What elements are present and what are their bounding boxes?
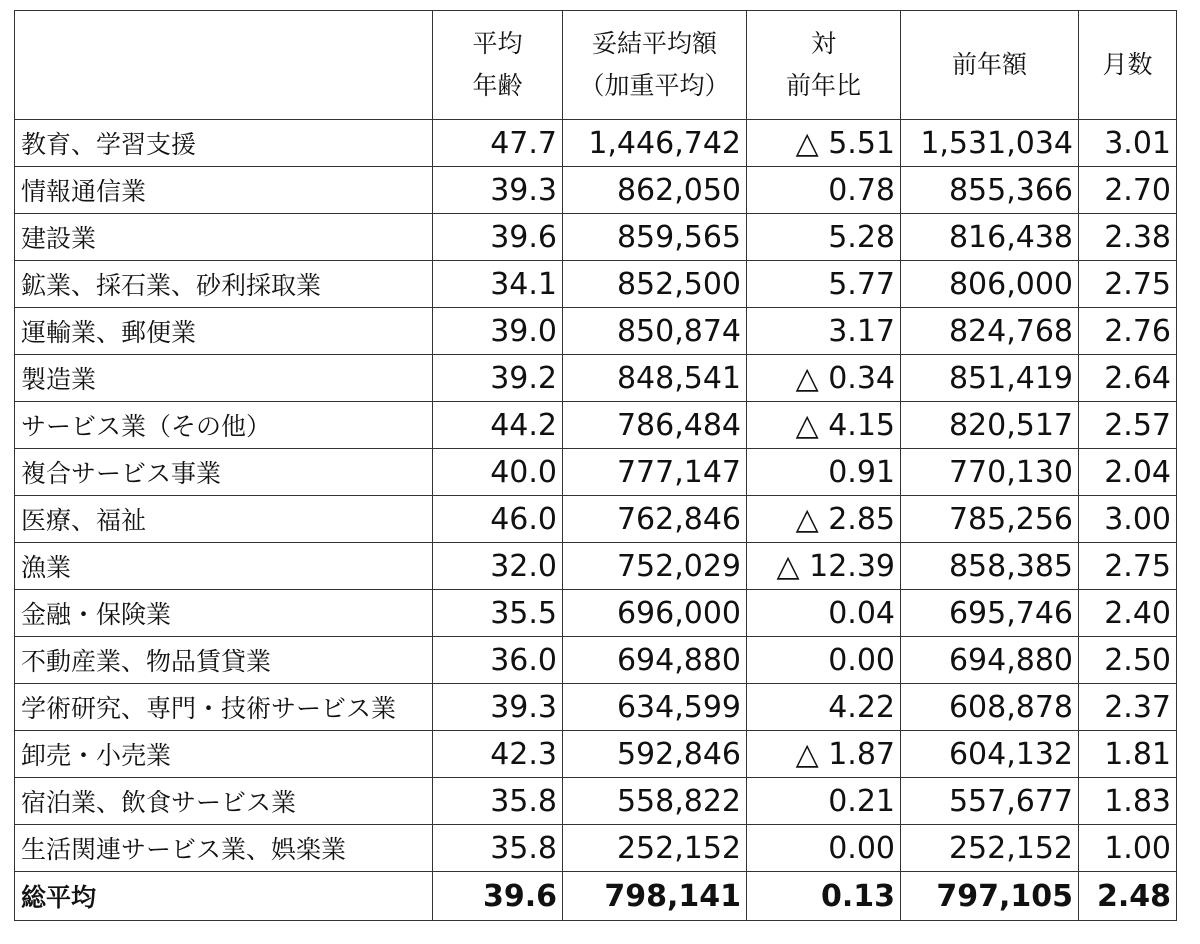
cell-yoy-change: 0.00: [747, 825, 901, 872]
cell-months: 3.00: [1079, 496, 1177, 543]
cell-average-age: 36.0: [433, 637, 563, 684]
cell-yoy-change: 5.28: [747, 214, 901, 261]
header-yoy-change: 対 前年比: [747, 11, 901, 120]
cell-previous-year: 770,130: [901, 449, 1079, 496]
cell-yoy-change: 5.77: [747, 261, 901, 308]
cell-previous-year: 797,105: [901, 872, 1079, 921]
cell-yoy-change: △ 4.15: [747, 402, 901, 449]
cell-industry: 建設業: [15, 214, 433, 261]
cell-industry: 情報通信業: [15, 167, 433, 214]
cell-months: 1.00: [1079, 825, 1177, 872]
cell-settled-average: 850,874: [563, 308, 747, 355]
cell-previous-year: 820,517: [901, 402, 1079, 449]
header-settled-average: 妥結平均額 （加重平均）: [563, 11, 747, 120]
table-row: [15, 825, 1177, 872]
cell-months: 3.01: [1079, 120, 1177, 167]
total-row: [15, 872, 1177, 921]
cell-settled-average: 762,846: [563, 496, 747, 543]
cell-months: 2.75: [1079, 543, 1177, 590]
cell-previous-year: 694,880: [901, 637, 1079, 684]
cell-industry: サービス業（その他）: [15, 402, 433, 449]
cell-settled-average: 592,846: [563, 731, 747, 778]
cell-settled-average: 852,500: [563, 261, 747, 308]
table-row: [15, 120, 1177, 167]
cell-average-age: 39.6: [433, 872, 563, 921]
cell-settled-average: 634,599: [563, 684, 747, 731]
cell-industry: 運輸業、郵便業: [15, 308, 433, 355]
table-body: [15, 120, 1177, 921]
cell-previous-year: 557,677: [901, 778, 1079, 825]
cell-settled-average: 786,484: [563, 402, 747, 449]
table-row: [15, 402, 1177, 449]
cell-previous-year: 816,438: [901, 214, 1079, 261]
cell-settled-average: 752,029: [563, 543, 747, 590]
cell-yoy-change: 0.13: [747, 872, 901, 921]
cell-average-age: 34.1: [433, 261, 563, 308]
cell-industry: 生活関連サービス業、娯楽業: [15, 825, 433, 872]
cell-industry: 漁業: [15, 543, 433, 590]
cell-average-age: 32.0: [433, 543, 563, 590]
cell-months: 1.83: [1079, 778, 1177, 825]
cell-previous-year: 1,531,034: [901, 120, 1079, 167]
cell-industry: 複合サービス事業: [15, 449, 433, 496]
cell-average-age: 35.8: [433, 778, 563, 825]
cell-average-age: 39.3: [433, 684, 563, 731]
cell-average-age: 35.8: [433, 825, 563, 872]
cell-previous-year: 252,152: [901, 825, 1079, 872]
cell-yoy-change: △ 0.34: [747, 355, 901, 402]
cell-previous-year: 824,768: [901, 308, 1079, 355]
header-previous-year: 前年額: [901, 11, 1079, 120]
table-row: [15, 167, 1177, 214]
cell-industry: 卸売・小売業: [15, 731, 433, 778]
header-months: 月数: [1079, 11, 1177, 120]
cell-average-age: 39.2: [433, 355, 563, 402]
cell-average-age: 47.7: [433, 120, 563, 167]
cell-months: 2.38: [1079, 214, 1177, 261]
cell-previous-year: 608,878: [901, 684, 1079, 731]
cell-months: 2.75: [1079, 261, 1177, 308]
cell-months: 2.40: [1079, 590, 1177, 637]
cell-settled-average: 558,822: [563, 778, 747, 825]
cell-previous-year: 806,000: [901, 261, 1079, 308]
cell-settled-average: 859,565: [563, 214, 747, 261]
table-row: [15, 308, 1177, 355]
cell-average-age: 40.0: [433, 449, 563, 496]
cell-average-age: 46.0: [433, 496, 563, 543]
cell-average-age: 39.0: [433, 308, 563, 355]
cell-settled-average: 848,541: [563, 355, 747, 402]
cell-previous-year: 855,366: [901, 167, 1079, 214]
cell-industry: 鉱業、採石業、砂利採取業: [15, 261, 433, 308]
header-industry: [15, 11, 433, 120]
cell-months: 2.57: [1079, 402, 1177, 449]
table-row: [15, 731, 1177, 778]
cell-yoy-change: 0.91: [747, 449, 901, 496]
cell-industry: 金融・保険業: [15, 590, 433, 637]
cell-previous-year: 785,256: [901, 496, 1079, 543]
cell-yoy-change: 0.78: [747, 167, 901, 214]
cell-average-age: 39.3: [433, 167, 563, 214]
cell-months: 2.37: [1079, 684, 1177, 731]
cell-industry: 製造業: [15, 355, 433, 402]
cell-industry: 宿泊業、飲食サービス業: [15, 778, 433, 825]
cell-previous-year: 858,385: [901, 543, 1079, 590]
cell-average-age: 42.3: [433, 731, 563, 778]
cell-previous-year: 851,419: [901, 355, 1079, 402]
cell-months: 2.64: [1079, 355, 1177, 402]
cell-months: 2.76: [1079, 308, 1177, 355]
cell-industry: 総平均: [15, 872, 433, 921]
cell-months: 2.50: [1079, 637, 1177, 684]
cell-settled-average: 696,000: [563, 590, 747, 637]
cell-industry: 医療、福祉: [15, 496, 433, 543]
cell-yoy-change: 0.21: [747, 778, 901, 825]
cell-average-age: 44.2: [433, 402, 563, 449]
cell-yoy-change: 0.04: [747, 590, 901, 637]
cell-average-age: 39.6: [433, 214, 563, 261]
table-row: [15, 355, 1177, 402]
cell-average-age: 35.5: [433, 590, 563, 637]
cell-settled-average: 252,152: [563, 825, 747, 872]
table-row: [15, 261, 1177, 308]
cell-yoy-change: 3.17: [747, 308, 901, 355]
cell-settled-average: 798,141: [563, 872, 747, 921]
cell-previous-year: 695,746: [901, 590, 1079, 637]
cell-settled-average: 1,446,742: [563, 120, 747, 167]
cell-yoy-change: △ 1.87: [747, 731, 901, 778]
table-row: [15, 684, 1177, 731]
cell-settled-average: 694,880: [563, 637, 747, 684]
table-row: [15, 214, 1177, 261]
cell-industry: 教育、学習支援: [15, 120, 433, 167]
cell-settled-average: 862,050: [563, 167, 747, 214]
cell-yoy-change: △ 12.39: [747, 543, 901, 590]
table-row: [15, 449, 1177, 496]
cell-yoy-change: △ 5.51: [747, 120, 901, 167]
cell-yoy-change: △ 2.85: [747, 496, 901, 543]
cell-industry: 不動産業、物品賃貸業: [15, 637, 433, 684]
cell-industry: 学術研究、専門・技術サービス業: [15, 684, 433, 731]
bonus-table: [14, 10, 1177, 921]
cell-months: 2.04: [1079, 449, 1177, 496]
cell-months: 2.48: [1079, 872, 1177, 921]
cell-previous-year: 604,132: [901, 731, 1079, 778]
table-row: [15, 543, 1177, 590]
header-average-age: 平均 年齢: [433, 11, 563, 120]
cell-months: 1.81: [1079, 731, 1177, 778]
cell-yoy-change: 4.22: [747, 684, 901, 731]
cell-months: 2.70: [1079, 167, 1177, 214]
table-row: [15, 637, 1177, 684]
table-container: [14, 10, 1177, 921]
cell-yoy-change: 0.00: [747, 637, 901, 684]
table-row: [15, 778, 1177, 825]
cell-settled-average: 777,147: [563, 449, 747, 496]
table-row: [15, 496, 1177, 543]
table-row: [15, 590, 1177, 637]
header-row: [15, 11, 1177, 120]
